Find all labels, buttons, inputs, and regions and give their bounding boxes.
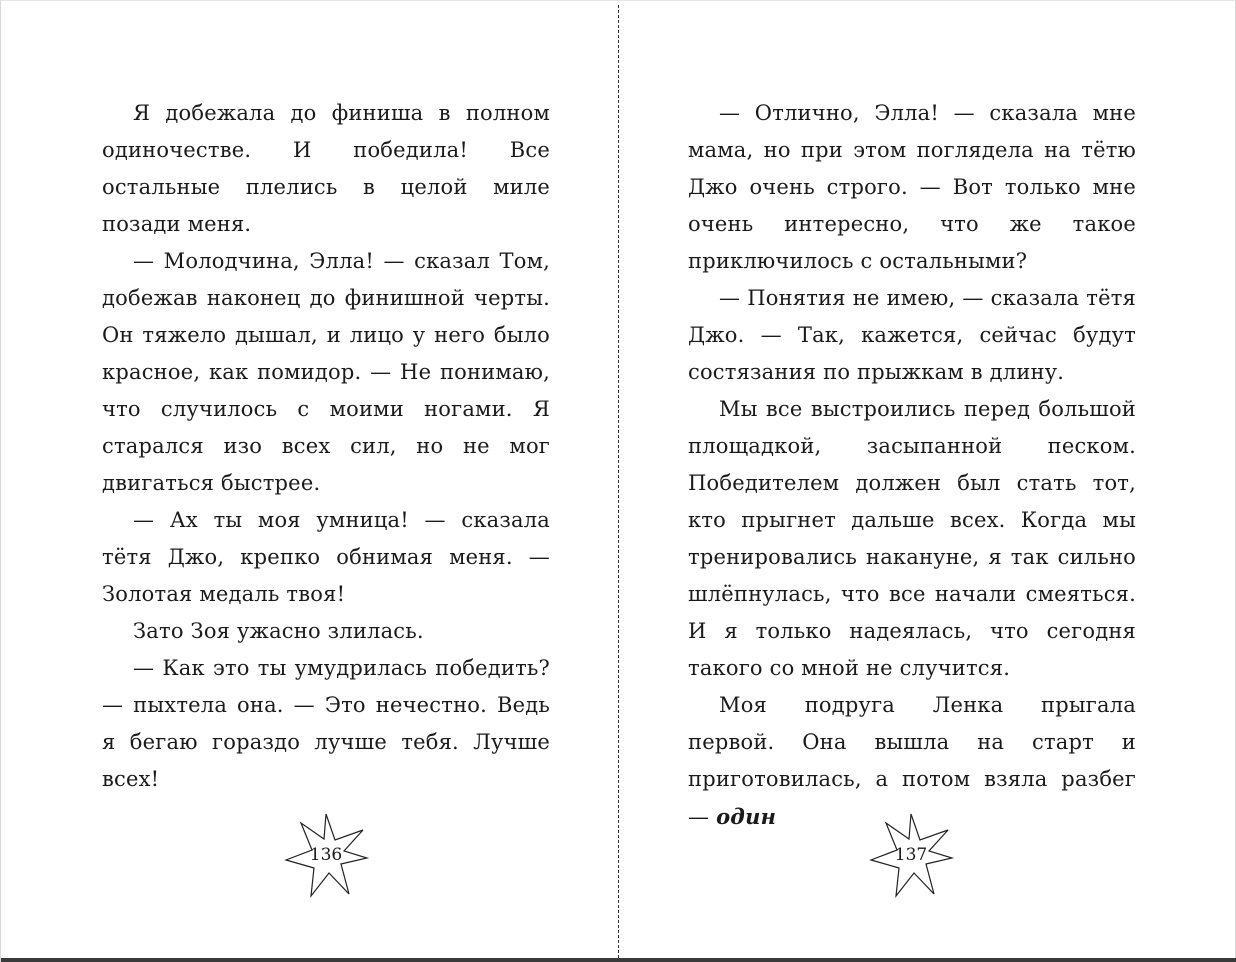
paragraph: — Молодчина, Элла! — сказал Том, добежав наконец до финишной черты. Он тяжело дышал, и лицо у него было красное, как помидор. — Не понимаю, что случилось с моими ногами. Я старался изо всех сил, но не мог двигаться быстрее. xyxy=(102,249,550,495)
paragraph: — Отлично, Элла! — сказала мне мама, но при этом поглядела на тётю Джо очень строго. — Вот только мне очень интересно, что же такое приключилось с остальными? xyxy=(688,101,1136,273)
paragraph: — Понятия не имею, — сказала тётя Джо. — Так, кажется, сейчас будут состязания по прыжкам в длину. xyxy=(688,286,1136,384)
bottom-edge xyxy=(1,958,1236,962)
page-number-left xyxy=(283,812,369,898)
paragraph: Зато Зоя ужасно злилась. xyxy=(133,619,424,643)
right-page xyxy=(688,95,1136,836)
paragraph-text: Моя подруга Ленка прыгала первой. Она вышла на старт и приготовилась, а потом взяла разбег — xyxy=(688,693,1136,829)
left-page xyxy=(102,95,550,798)
paragraph: Я добежала до финиша в полном одиночестве. И победила! Все остальные плелись в целой миле позади меня. xyxy=(102,101,550,236)
page-number: 136 xyxy=(309,845,343,865)
page-gutter-divider xyxy=(618,5,619,958)
emphasized-word: один xyxy=(716,804,777,829)
paragraph: — Ах ты моя умница! — сказала тётя Джо, крепко обнимая меня. — Золотая медаль твоя! xyxy=(102,508,550,606)
page-number: 137 xyxy=(894,845,928,865)
paragraph: Мы все выстроились перед большой площадкой, засыпанной песком. Победителем должен был стать тот, кто прыгнет дальше всех. Когда мы тренировались накануне, я так сильно шлёпнулась, что все начали смеяться. И я только надеялась, что сегодня такого со мной не случится. xyxy=(688,397,1136,680)
page-number-right xyxy=(868,812,954,898)
paragraph: — Как это ты умудрилась победить? — пыхтела она. — Это нечестно. Ведь я бегаю гораздо лучше тебя. Лучше всех! xyxy=(102,656,550,791)
